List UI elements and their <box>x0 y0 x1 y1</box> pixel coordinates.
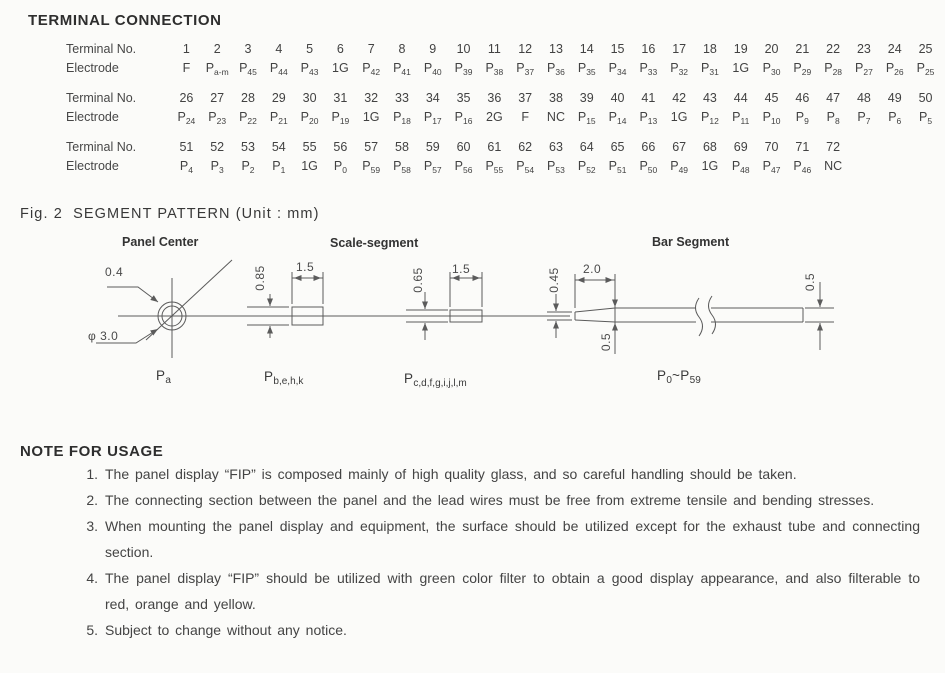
terminal-cell: 72 <box>826 140 841 154</box>
terminal-cell: 18 <box>702 42 717 56</box>
electrode-cell: $P_{49}$ <box>670 159 689 175</box>
terminal-cell: 33 <box>395 91 409 105</box>
terminal-cell: 22 <box>826 42 841 56</box>
electrode-cell: NC <box>546 110 565 124</box>
terminal-cell: 40 <box>610 91 625 105</box>
electrode-cell: $P_{39}$ <box>454 61 473 77</box>
terminal-cell: 6 <box>336 42 344 56</box>
electrode-cell: 1G <box>701 159 719 173</box>
note-number: 4. <box>86 570 98 586</box>
terminal-group <box>66 138 941 180</box>
electrode-cell: $P_{21}$ <box>269 110 288 126</box>
note-number: 3. <box>86 518 98 534</box>
electrode-cell: $P_4$ <box>179 159 193 175</box>
electrode-cell: $P_{40}$ <box>423 61 442 77</box>
terminal-cell: 31 <box>333 91 348 105</box>
dim-bar-end-height: 0.5 <box>803 272 817 292</box>
terminal-cell: 71 <box>795 140 810 154</box>
electrode-cell: $P_{41}$ <box>393 61 411 77</box>
terminal-cell: 58 <box>395 140 409 154</box>
terminal-cell: 43 <box>702 91 717 105</box>
part-label-scale1: $P_{b,e,h,k}$ <box>264 369 304 387</box>
electrode-cell: 2G <box>486 110 503 124</box>
terminal-cell: 12 <box>518 42 533 56</box>
electrode-cell: $P_{24}$ <box>177 110 196 126</box>
terminal-cell: 11 <box>487 42 501 56</box>
terminal-cell: 5 <box>306 42 314 56</box>
terminal-cell: 61 <box>487 140 502 154</box>
note-text: The panel display “FIP” is composed mainly of high quality glass, and so careful handling should be taken. <box>105 466 797 482</box>
electrode-cell: $P_{37}$ <box>516 61 535 77</box>
segment-pattern-figure <box>0 230 945 400</box>
note-text: When mounting the panel display and equipment, the surface should be utilized except for the exhaust tube and connecting section. <box>105 518 920 560</box>
terminal-cell: 4 <box>275 42 283 56</box>
electrode-cell: $P_{19}$ <box>331 110 350 126</box>
figure-heading: Fig. 2 SEGMENT PATTERN (Unit : mm) <box>20 206 320 222</box>
notes-heading: NOTE FOR USAGE <box>20 443 164 460</box>
terminal-cell: 14 <box>579 42 594 56</box>
terminal-cell: 49 <box>887 91 902 105</box>
terminal-cell: 53 <box>241 140 255 154</box>
terminal-cell: 20 <box>764 42 779 56</box>
electrode-cell: $P_{47}$ <box>762 159 781 175</box>
electrode-cell: $P_{22}$ <box>239 110 257 126</box>
dim-panel-diameter: φ 3.0 <box>88 329 119 343</box>
part-label-bar: $P_0\sim P_{59}$ <box>657 368 701 386</box>
electrode-cell: $P_{a-m}$ <box>205 61 229 77</box>
electrode-cell: $P_{18}$ <box>393 110 411 126</box>
terminal-cell: 27 <box>210 91 225 105</box>
electrode-cell: $P_{10}$ <box>762 110 781 126</box>
electrode-cell: $P_3$ <box>210 159 224 175</box>
terminal-cell: 7 <box>367 42 375 56</box>
terminal-connection-heading: TERMINAL CONNECTION <box>28 12 222 29</box>
electrode-cell: $P_{17}$ <box>423 110 442 126</box>
terminal-row-label: Terminal No. <box>66 42 137 56</box>
electrode-cell: $P_{56}$ <box>454 159 473 175</box>
terminal-cell: 70 <box>764 140 779 154</box>
terminal-cell: 51 <box>179 140 194 154</box>
terminal-cell: 25 <box>918 42 933 56</box>
electrode-cell: $P_{36}$ <box>547 61 565 77</box>
terminal-cell: 59 <box>425 140 440 154</box>
electrode-cell: $P_{58}$ <box>393 159 411 175</box>
bar-segment-label: Bar Segment <box>652 235 730 249</box>
electrode-cell: 1G <box>670 110 688 124</box>
terminal-row <box>66 40 941 59</box>
electrode-row-label: Electrode <box>66 61 119 75</box>
dim-scale1-height: 0.85 <box>253 265 267 291</box>
electrode-cell: $P_{57}$ <box>423 159 442 175</box>
terminal-cell: 38 <box>549 91 563 105</box>
electrode-cell: $P_1$ <box>272 159 286 175</box>
electrode-cell: $P_{54}$ <box>516 159 535 175</box>
terminal-cell: 55 <box>302 140 317 154</box>
part-label-panel-center: $P_a$ <box>156 368 171 386</box>
terminal-cell: 28 <box>241 91 255 105</box>
terminal-cell: 69 <box>733 140 748 154</box>
note-text: Subject to change without any notice. <box>105 622 347 638</box>
electrode-cell: $P_{26}$ <box>885 61 904 77</box>
terminal-cell: 23 <box>856 42 871 56</box>
electrode-cell: $P_{25}$ <box>916 61 935 77</box>
electrode-cell: $P_9$ <box>795 110 809 126</box>
electrode-cell: $P_{12}$ <box>701 110 719 126</box>
terminal-cell: 3 <box>244 42 252 56</box>
terminal-row <box>66 89 941 108</box>
electrode-row <box>66 157 941 180</box>
terminal-cell: 30 <box>302 91 317 105</box>
electrode-cell: $P_7$ <box>857 110 871 126</box>
panel-center-label: Panel Center <box>122 235 199 249</box>
terminal-row-label: Terminal No. <box>66 140 137 154</box>
dim-scale2-width: 1.5 <box>452 262 471 276</box>
electrode-cell: $P_{20}$ <box>300 110 319 126</box>
terminal-cell: 62 <box>518 140 533 154</box>
terminal-cell: 60 <box>456 140 471 154</box>
note-item <box>78 461 920 487</box>
electrode-cell: 1G <box>362 110 380 124</box>
terminal-group <box>66 89 941 131</box>
electrode-cell: $P_6$ <box>888 110 902 126</box>
electrode-cell: $P_{45}$ <box>239 61 257 77</box>
terminal-cell: 13 <box>549 42 563 56</box>
electrode-cell: $P_{43}$ <box>300 61 319 77</box>
note-item <box>78 513 920 565</box>
notes-list <box>78 461 920 643</box>
electrode-cell: $P_{59}$ <box>362 159 381 175</box>
electrode-cell: $P_8$ <box>826 110 840 126</box>
electrode-cell: 1G <box>332 61 349 75</box>
note-item <box>78 487 920 513</box>
electrode-cell: $P_{35}$ <box>577 61 596 77</box>
electrode-cell: $P_{48}$ <box>731 159 750 175</box>
scale-segment-label: Scale-segment <box>330 236 419 250</box>
dim-panel-line-width: 0.4 <box>105 265 124 279</box>
terminal-cell: 45 <box>764 91 779 105</box>
electrode-cell: $P_{15}$ <box>577 110 596 126</box>
terminal-cell: 9 <box>429 42 437 56</box>
note-item <box>78 617 920 643</box>
electrode-cell: $P_{55}$ <box>485 159 504 175</box>
electrode-cell: $P_{16}$ <box>454 110 473 126</box>
terminal-cell: 66 <box>641 140 656 154</box>
note-item <box>78 565 920 617</box>
dim-bar-height: 0.5 <box>599 332 613 352</box>
terminal-group <box>66 40 941 82</box>
terminal-cell: 15 <box>610 42 625 56</box>
electrode-cell: $P_{11}$ <box>732 110 750 126</box>
electrode-cell: $P_{34}$ <box>608 61 627 77</box>
terminal-cell: 44 <box>733 91 748 105</box>
electrode-cell: $P_{30}$ <box>762 61 781 77</box>
terminal-cell: 67 <box>672 140 687 154</box>
segment-pattern-diagram <box>0 230 945 400</box>
terminal-cell: 34 <box>425 91 440 105</box>
electrode-cell: $P_{13}$ <box>639 110 658 126</box>
electrode-cell: 1G <box>301 159 318 173</box>
electrode-cell: $P_{38}$ <box>485 61 504 77</box>
electrode-cell: $P_{33}$ <box>639 61 658 77</box>
terminal-row <box>66 138 941 157</box>
terminal-cell: 29 <box>271 91 286 105</box>
terminal-cell: 1 <box>182 42 190 56</box>
note-text: The connecting section between the panel and the lead wires must be free from extreme tensile and bending stresses. <box>105 492 875 508</box>
electrode-cell: $P_{29}$ <box>793 61 812 77</box>
terminal-cell: 36 <box>487 91 502 105</box>
note-number: 2. <box>86 492 98 508</box>
terminal-cell: 42 <box>672 91 687 105</box>
electrode-cell: $P_{23}$ <box>208 110 227 126</box>
electrode-cell: $P_{44}$ <box>269 61 288 77</box>
terminal-cell: 35 <box>456 91 471 105</box>
terminal-cell: 54 <box>271 140 286 154</box>
electrode-cell: $P_{53}$ <box>547 159 565 175</box>
terminal-cell: 26 <box>179 91 194 105</box>
terminal-cell: 37 <box>518 91 533 105</box>
note-text: The panel display “FIP” should be utilized with green color filter to obtain a good display appearance, and also filterable to red, orange and yellow. <box>105 570 920 612</box>
terminal-cell: 57 <box>364 140 379 154</box>
electrode-cell: $P_{50}$ <box>639 159 658 175</box>
terminal-cell: 65 <box>610 140 625 154</box>
electrode-cell: $P_{27}$ <box>855 61 873 77</box>
dim-bar-tip-height: 0.45 <box>547 267 561 293</box>
terminal-cell: 52 <box>210 140 225 154</box>
terminal-cell: 68 <box>702 140 717 154</box>
terminal-cell: 8 <box>398 42 406 56</box>
terminal-cell: 39 <box>579 91 594 105</box>
electrode-row <box>66 108 941 131</box>
bar-segment-drawing <box>547 274 834 354</box>
terminal-cell: 16 <box>641 42 656 56</box>
dim-scale2-height: 0.65 <box>411 267 425 293</box>
terminal-cell: 46 <box>795 91 810 105</box>
electrode-cell: $P_{32}$ <box>670 61 689 77</box>
terminal-cell: 10 <box>456 42 471 56</box>
electrode-cell: 1G <box>732 61 750 75</box>
electrode-cell: NC <box>824 159 843 173</box>
terminal-cell: 64 <box>579 140 594 154</box>
terminal-cell: 21 <box>795 42 810 56</box>
terminal-connection-table <box>66 40 941 187</box>
electrode-cell: F <box>521 110 529 124</box>
terminal-cell: 17 <box>672 42 687 56</box>
electrode-cell: $P_{42}$ <box>362 61 381 77</box>
terminal-cell: 50 <box>918 91 933 105</box>
electrode-cell: $P_{52}$ <box>577 159 596 175</box>
electrode-cell: $P_2$ <box>241 159 255 175</box>
terminal-cell: 32 <box>364 91 379 105</box>
note-number: 1. <box>86 466 98 482</box>
electrode-row <box>66 59 941 82</box>
part-label-scale2: $P_{c,d,f,g,i,j,l,m}$ <box>404 371 467 389</box>
electrode-row-label: Electrode <box>66 110 119 124</box>
electrode-cell: $P_{28}$ <box>824 61 843 77</box>
electrode-cell: $P_{46}$ <box>793 159 812 175</box>
terminal-cell: 47 <box>826 91 841 105</box>
terminal-cell: 63 <box>549 140 563 154</box>
electrode-cell: F <box>182 61 191 75</box>
terminal-cell: 24 <box>887 42 902 56</box>
terminal-cell: 41 <box>641 91 656 105</box>
electrode-row-label: Electrode <box>66 159 119 173</box>
terminal-cell: 2 <box>213 42 221 56</box>
terminal-row-label: Terminal No. <box>66 91 137 105</box>
note-number: 5. <box>86 622 98 638</box>
terminal-cell: 19 <box>733 42 748 56</box>
dim-bar-taper-length: 2.0 <box>583 262 602 276</box>
dim-scale1-width: 1.5 <box>296 260 315 274</box>
electrode-cell: $P_5$ <box>918 110 933 126</box>
electrode-cell: $P_0$ <box>333 159 347 175</box>
terminal-cell: 48 <box>856 91 871 105</box>
electrode-cell: $P_{51}$ <box>608 159 627 175</box>
electrode-cell: $P_{14}$ <box>608 110 627 126</box>
terminal-cell: 56 <box>333 140 348 154</box>
electrode-cell: $P_{31}$ <box>701 61 719 77</box>
